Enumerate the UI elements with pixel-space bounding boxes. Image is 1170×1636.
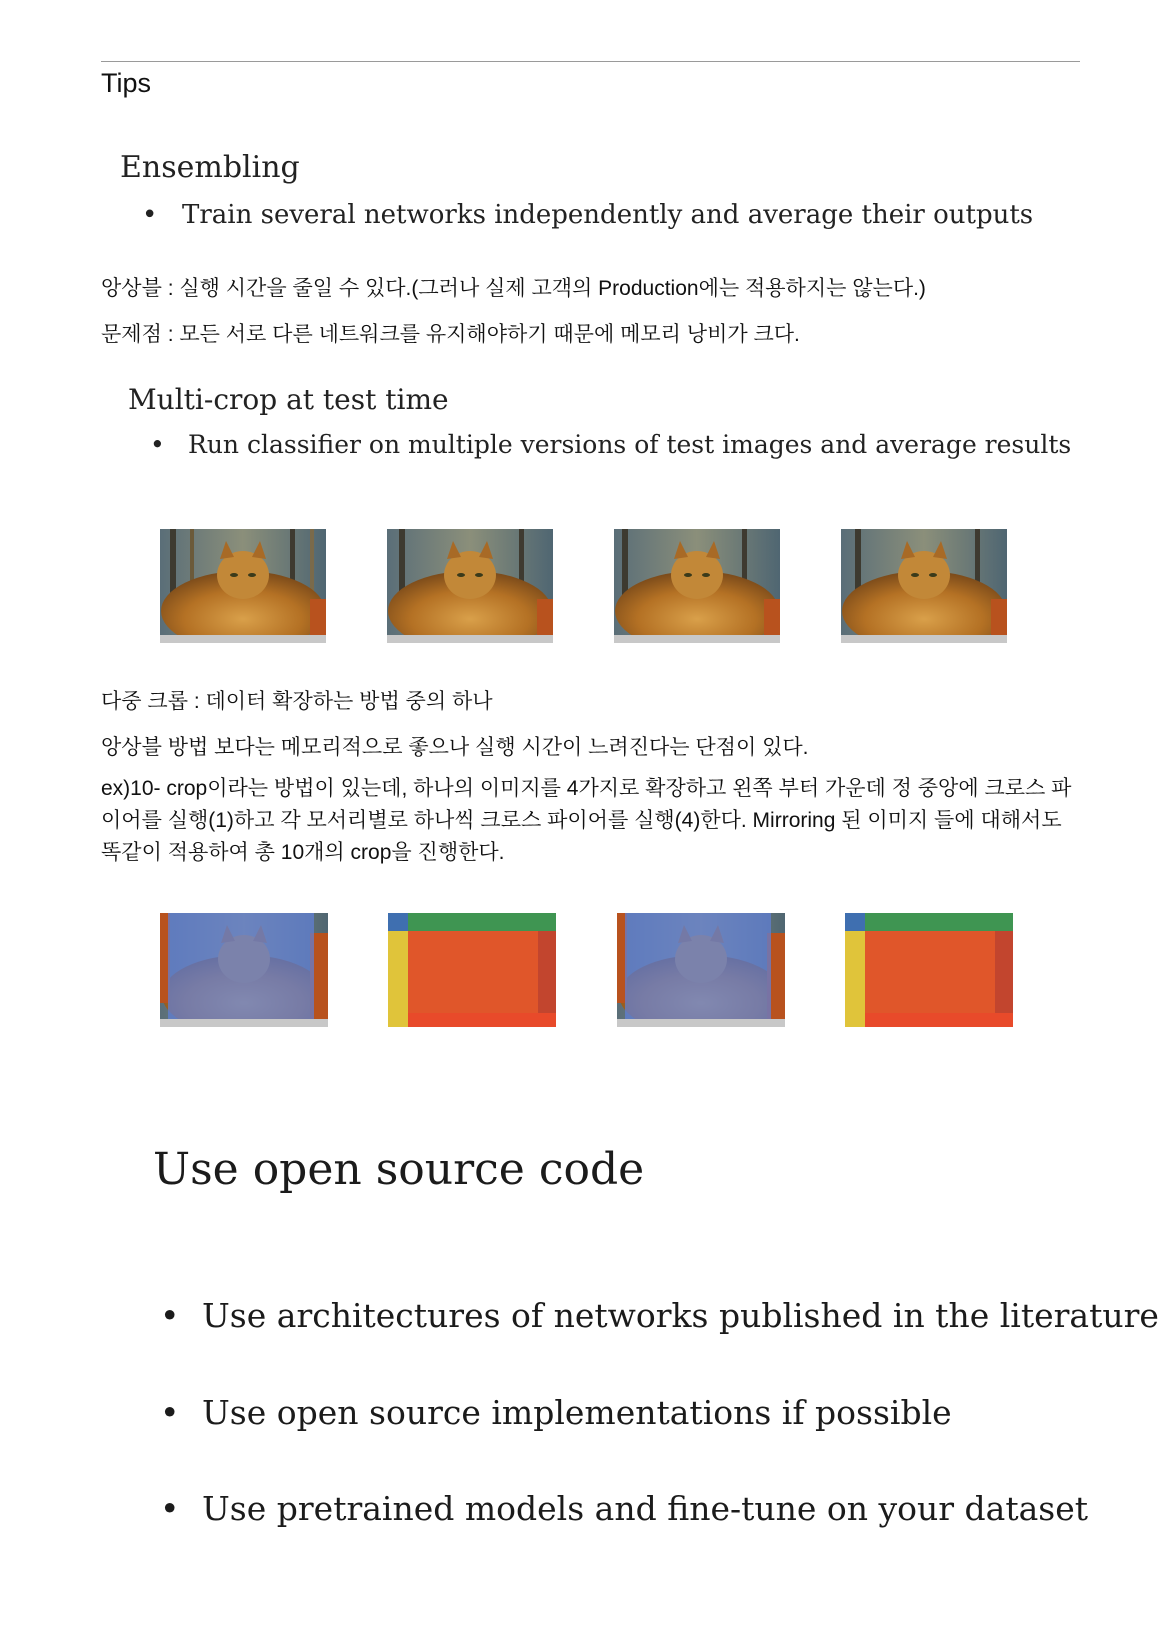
cat-crop-image-4 (841, 529, 1007, 643)
ensemble-problem-note: 문제점 : 모든 서로 다른 네트워크를 유지해야하기 때문에 메모리 낭비가 크다. (101, 323, 800, 346)
multicrop-bullet-text: Run classifier on multiple versions of test images and average results (188, 430, 1072, 459)
blue-overlay-crop-image-1 (160, 913, 328, 1027)
bullet-icon: • (160, 1296, 180, 1335)
open-source-bullet-2-text: Use open source implementations if possible (202, 1393, 952, 1432)
open-source-bullet-2 (160, 1393, 952, 1432)
cat-crop-image-3 (614, 529, 780, 643)
open-source-bullet-3-text: Use pretrained models and fine-tune on your dataset (202, 1489, 1089, 1528)
ensembling-bullet-text: Train several networks independently and average their outputs (182, 200, 1034, 230)
page-title: Tips (101, 68, 152, 98)
bullet-icon: • (142, 200, 158, 230)
open-source-bullet-1 (160, 1296, 1159, 1335)
blue-overlay-crop-image-3 (617, 913, 785, 1027)
ensembling-heading: Ensembling (120, 150, 300, 185)
bullet-icon: • (160, 1393, 180, 1432)
open-source-bullet-3 (160, 1489, 1088, 1528)
cat-crop-image-2 (387, 529, 553, 643)
top-divider (101, 61, 1080, 62)
bullet-icon: • (160, 1489, 180, 1528)
multicrop-heading: Multi-crop at test time (128, 383, 449, 416)
ensembling-bullet (142, 200, 1033, 230)
multicrop-tradeoff-note: 앙상블 방법 보다는 메모리적으로 좋으나 실행 시간이 느려진다는 단점이 있다. (101, 736, 809, 759)
ensemble-note: 앙상블 : 실행 시간을 줄일 수 있다.(그러나 실제 고객의 Production에는 적용하지는 않는다.) (101, 277, 926, 300)
open-source-bullet-1-text: Use architectures of networks published in the literature (202, 1296, 1159, 1335)
multicrop-note: 다중 크롭 : 데이터 확장하는 방법 중의 하나 (101, 690, 493, 713)
multicrop-bullet (150, 430, 1071, 459)
color-overlay-crop-image-2 (388, 913, 556, 1027)
bullet-icon: • (150, 430, 165, 459)
cat-crop-image-1 (160, 529, 326, 643)
color-overlay-crop-image-4 (845, 913, 1013, 1027)
ten-crop-example-paragraph: ex)10- crop이라는 방법이 있는데, 하나의 이미지를 4가지로 확장하고 왼쪽 부터 가운데 정 중앙에 크로스 파이어를 실행(1)하고 각 모서리별로 하나씩 크로스 파이어를 실행(4)한다. Mirroring 된 이미지 들에 대해서도 똑같이 적용하여 총 10개의 crop을 진행한다. (101, 777, 1072, 864)
open-source-heading: Use open source code (153, 1144, 645, 1195)
